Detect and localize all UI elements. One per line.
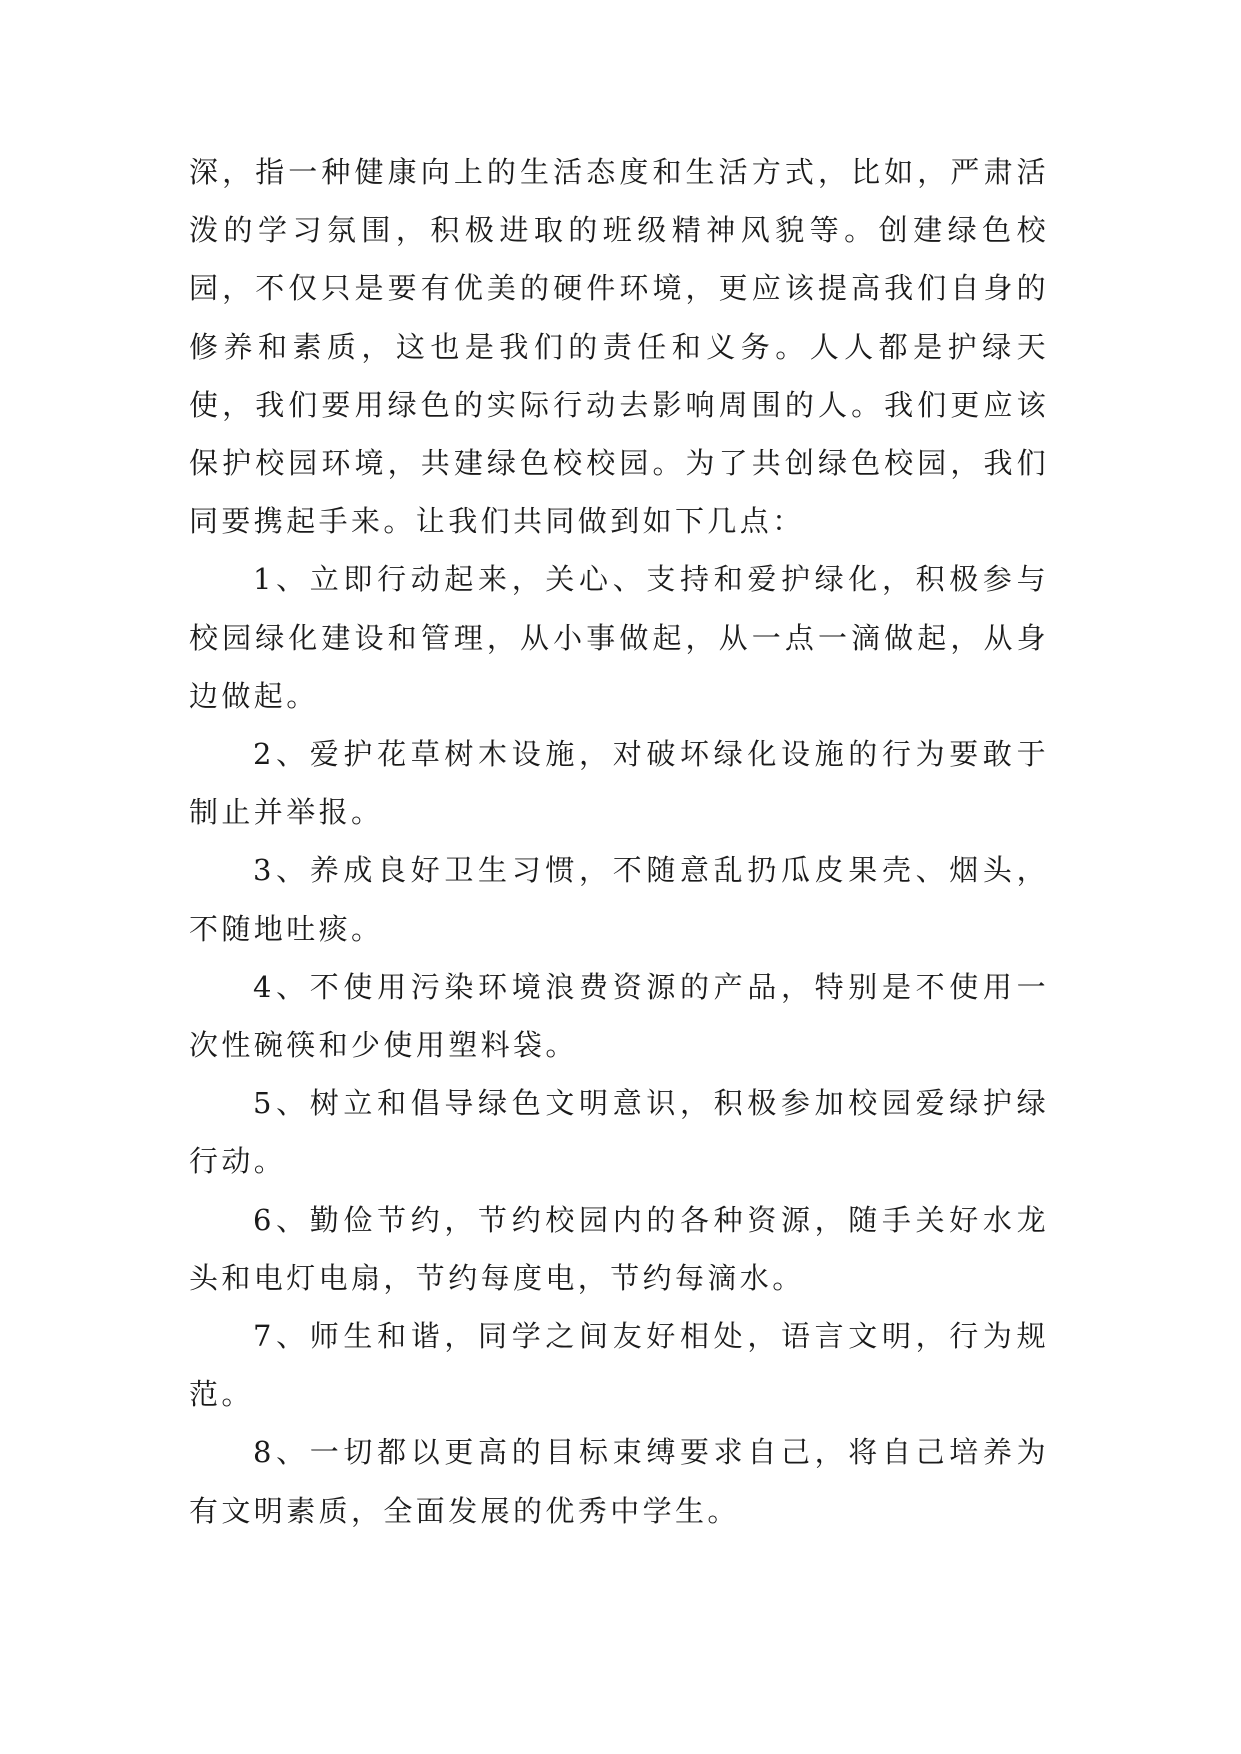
document-body: [189, 143, 1049, 1540]
list-item-4: 4、不使用污染环境浪费资源的产品，特别是不使用一次性碗筷和少使用塑料袋。: [189, 969, 1049, 1063]
paragraph-continuation: 深，指一种健康向上的生活态度和生活方式，比如，严肃活泼的学习氛围，积极进取的班级精神风貌等。创建绿色校园，不仅只是要有优美的硬件环境，更应该提高我们自身的修养和素质，这也是我们的责任和义务。人人都是护绿天使，我们要用绿色的实际行动去影响周围的人。我们更应该保护校园环境，共建绿色校校园。为了共创绿色校园，我们同要携起手来。让我们共同做到如下几点：: [189, 155, 1049, 539]
list-item-2: 2、爱护花草树木设施，对破坏绿化设施的行为要敢于制止并举报。: [189, 737, 1049, 830]
list-item-6: 6、勤俭节约，节约校园内的各种资源，随手关好水龙头和电灯电扇，节约每度电，节约每滴水。: [189, 1202, 1049, 1295]
list-item-7: 7、师生和谐，同学之间友好相处，语言文明，行为规范。: [189, 1319, 1049, 1412]
list-item-5: 5、树立和倡导绿色文明意识，积极参加校园爱绿护绿行动。: [189, 1086, 1049, 1179]
list-item-8: 8、一切都以更高的目标束缚要求自己，将自己培养为有文明素质，全面发展的优秀中学生。: [189, 1435, 1049, 1528]
list-item-1: 1、立即行动起来，关心、支持和爱护绿化，积极参与校园绿化建设和管理，从小事做起，从一点一滴做起，从身边做起。: [189, 562, 1049, 713]
list-item-3: 3、养成良好卫生习惯，不随意乱扔瓜皮果壳、烟头，不随地吐痰。: [189, 853, 1049, 946]
